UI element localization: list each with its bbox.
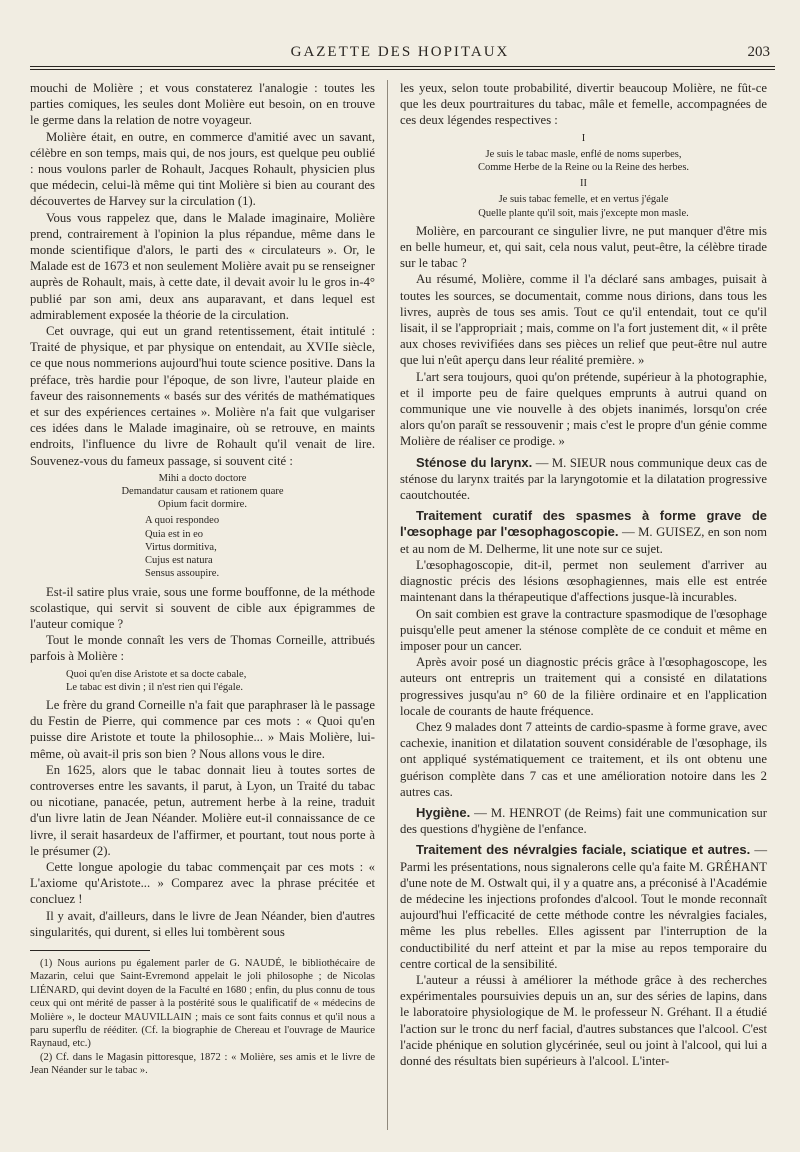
paragraph: Le frère du grand Corneille n'a fait que paraphraser là le passage du Festin de Pierre, qui commence par ces mots : « Quoi qu'en puisse dire Aristote et toute la philosophie... » Mais Molière, lui-même, où avait-il pris son bien ? Nous allons vous le dire. <box>30 697 375 761</box>
verse-line: Sensus assoupire. <box>145 568 220 580</box>
verse-line: Je suis tabac femelle, et en vertus j'égale <box>498 194 669 206</box>
paragraph: Au résumé, Molière, comme il l'a déclaré sans ambages, puisait à toutes les sources, se documentait, comme nous dirions, dans tous les livres, auprès de tous ses amis. Tout ce qu'il entendait, tout ce qu'il lisait, il se l'appropriait ; mais, comme on l'a fort justement dit, « il prête aux choses revivifiées dans ses pièces un relief que peut-être nul autre que lui n'eût aperçu dans leur réalité première. » <box>400 272 767 368</box>
paragraph: Cet ouvrage, qui eut un grand retentissement, était intitulé : Traité de physique, et par physique on entendait, au XVIIe siècle, ce que nous nommerions aujourd'hui toute science positive. Dans la préface, très hardie pour l'époque, de son livre, l'auteur plaide en faveur des raisonnements « basés sur des vérités de mathématiques et sur des expériences certaines ». Molière n'a fait que vulgariser ces idées dans le Malade imaginaire, où se retrouve, en maints endroits, l'influence du livre de Rohault qu'il venait de lire. Souvenez-vous du fameux passage, si souvent cité : <box>30 324 375 468</box>
latin-verse-1 <box>30 472 375 512</box>
section-larynx <box>400 455 767 504</box>
right-column <box>400 80 767 1069</box>
tabac-verse-1 <box>400 148 767 174</box>
page-number: 203 <box>747 44 770 60</box>
section-title: Traitement des névralgies faciale, sciatique et autres. <box>416 842 751 858</box>
verse-line: Cujus est natura <box>145 555 213 567</box>
footnote-2: (2) Cf. dans le Magasin pittoresque, 1872 : « Molière, ses amis et le livre de Jean Néander sur le tabac ». <box>30 1051 375 1077</box>
paragraph: Il y avait, d'ailleurs, dans le livre de Jean Néander, bien d'autres singularités, qui durent, si elles lui tombèrent sous <box>30 908 375 939</box>
verse-line: Mihi a docto doctore <box>158 472 247 484</box>
latin-verse-2 <box>30 514 375 580</box>
section-title: Sténose du larynx. <box>416 454 533 470</box>
footnote-rule <box>30 950 150 951</box>
paragraph: En 1625, alors que le tabac donnait lieu à toutes sortes de controverses entre les savants, il parut, à Lyon, un Traité du tabac ou nicotiane, panacée, petun, autrement herbe à la reine, traduit d'un livre latin de Jean Néander. Molière eut-il connaissance de ce livre, il serait hasardeux de l'affirmer, et pourtant, tout nous porte à le présumer (2). <box>30 762 375 858</box>
journal-title: GAZETTE DES HOPITAUX <box>290 44 510 60</box>
paragraph: Est-il satire plus vraie, sous une forme bouffonne, de la méthode scolastique, qui servit si souvent de cible aux épigrammes de l'auteur comique ? <box>30 584 375 631</box>
paragraph: Après avoir posé un diagnostic précis grâce à l'œsophagoscope, les auteurs ont entrepris un traitement qui a consisté en dilatations progressives jusqu'au n° 60 de la filière ordinaire et en l'application locale de courants de haute fréquence. <box>400 655 767 718</box>
paragraph: On sait combien est grave la contracture spasmodique de l'œsophage puisqu'elle peut amener la sténose complète de ce conduit et même en imposer pour un cancer. <box>400 606 767 653</box>
verse-line: Comme Herbe de la Reine ou la Reine des herbes. <box>477 162 690 174</box>
section-text: — M. GUISEZ, en son nom et au nom de M. Delherme, lit une note sur ce sujet. <box>400 525 767 556</box>
verse-line: Quia est in eo <box>145 528 204 540</box>
paragraph: Molière était, en outre, en commerce d'amitié avec un savant, célèbre en son temps, mais qui, de nos jours, est quelque peu oublié : nous voulons parler de Rohault, Jacques Rohault, physicien plus que médecin, celui-là même qui tint Molière si bien au courant des découvertes de Harvey sur la circulation (1). <box>30 129 375 209</box>
paragraph: Tout le monde connaît les vers de Thomas Corneille, attribués parfois à Molière : <box>30 633 375 664</box>
paragraph: les yeux, selon toute probabilité, divertir beaucoup Molière, ne fût-ce que les deux pourtraitures du tabac, mâle et femelle, accompagnées de ces deux légendes respectives : <box>400 81 767 128</box>
corneille-verse <box>30 668 375 694</box>
paragraph: L'art sera toujours, quoi qu'on prétende, supérieur à la photographie, et il importe peu de faire quelques emprunts à autrui quand on communique une vie nouvelle à des objets inanimés, lorsqu'on crée alors qu'on paraît se ressouvenir ; mais c'est le propre d'un génie comme Molière de réaliser ce prodige. » <box>400 369 767 449</box>
verse-line: Je suis le tabac masle, enflé de noms superbes, <box>485 148 682 160</box>
section-hygiene <box>400 805 767 837</box>
paragraph: L'auteur a réussi à améliorer la méthode grâce à des recherches expérimentales poursuivies depuis un an, sur des séries de lapins, dans le laboratoire physiologique de M. le professeur N. Gréhant. Il a étudié l'action sur le tronc du nerf facial, d'autres substances que l'alcool. C'est l'acide phénique en solution glycérinée, seul ou joint à l'alcool, qui lui a donné des résultats bien supérieurs à l'alcool. L'inter- <box>400 972 767 1068</box>
verse-number-1: I <box>581 132 586 144</box>
paragraph: Cette longue apologie du tabac commençait par ces mots : « L'axiome qu'Aristote... » Comparez avec la phrase précitée et concluez ! <box>30 859 375 907</box>
section-text: — M. SIEUR nous communique deux cas de sténose du larynx traités par la laryngotomie et la dilatation progressive caoutchoutée. <box>400 455 767 503</box>
left-column <box>30 80 375 1078</box>
paragraph: Molière, en parcourant ce singulier livre, ne put manquer d'être mis en belle humeur, et, qui sait, cela nous valut, peut-être, la célèbre tirade sur le tabac ? <box>400 223 767 271</box>
header-rule <box>30 66 775 70</box>
verse-line: A quoi respondeo <box>145 515 220 527</box>
section-text: — M. HENROT (de Reims) fait une communication sur des questions d'hygiène de l'enfance. <box>400 805 767 837</box>
paragraph: Chez 9 malades dont 7 atteints de cardio-spasme à forme grave, avec cachexie, inanition et dilatation souvent considérable de l'œsophage, ils ont appliqué systématiquement ce traitement, et ils ont obtenu une guérison complète dans 7 cas et une amélioration notoire dans les 2 autres cas. <box>400 719 767 799</box>
footnote-1: (1) Nous aurions pu également parler de G. NAUDÉ, le bibliothécaire de Mazarin, celui que Saint-Evremond appelait le joli philosophe ; de Nicolas LIÉNARD, qui devint doyen de la Faculté en 1680 ; enfin, du plus connu de tous ceux qui ont mérité de passer à la postérité sous le qualificatif de « médecins de Molière », le docteur MAUVILLAIN ; mais ce sont faits connus et qu'il nous a paru superflu de rééditer. (Cf. la biographie de Chereau et l'ouvrage de Maurice Raynaud, etc.) <box>30 957 375 1050</box>
verse-line: Opium facit dormire. <box>158 499 247 511</box>
page-header <box>30 44 770 61</box>
paragraph: Vous vous rappelez que, dans le Malade imaginaire, Molière prend, contrairement à l'opinion la plus répandue, même dans le monde scientifique d'alors, le parti des « circulateurs ». Or, le Malade est de 1673 et non seulement Molière avait pu se renseigner auprès de Rohault, mais, à cette date, il devait avoir lu le gros in-4° publié par son ami, deux ans auparavant, et dans lequel est admirablement exposée la théorie de la circulation. <box>30 210 375 322</box>
section-oesophage <box>400 508 767 557</box>
verse-line: Le tabac est divin ; il n'est rien qui l'égale. <box>66 681 243 693</box>
verse-line: Virtus dormitiva, <box>145 541 217 553</box>
verse-line: Demandatur causam et rationem quare <box>121 486 284 498</box>
tabac-verse-2 <box>400 193 767 219</box>
section-text: — Parmi les présentations, nous signalerons celle qu'a faite M. GRÉHANT d'une note de M. Ostwalt qui, il y a quatre ans, a préconisé à l'Académie de médecine les injections profondes d'alcool. Tout le monde reconnaît aujourd'hui l'efficacité de cette méthode contre les névralgies faciales, même les plus rebelles. Elles agissent par l'interruption de la conductibilité du nerf atteint et par la mise au repos temporaire du centre cortical de la sensibilité. <box>400 843 768 971</box>
section-nevralgies <box>400 842 767 972</box>
paragraph: mouchi de Molière ; et vous constaterez l'analogie : toutes les parties comiques, les seules dont Molière eut besoin, on en trouve le germe dans la relation de notre voyageur. <box>30 81 375 128</box>
section-title: Hygiène. <box>416 804 471 820</box>
section-title: Traitement curatif des spasmes à forme grave de l'œsophage par l'œsophagoscopie. <box>400 508 767 540</box>
verse-number-2: II <box>580 178 587 190</box>
paragraph: L'œsophagoscopie, dit-il, permet non seulement d'arriver au diagnostic précis des lésions œsophagiennes, mais elle est entrée maintenant dans la thérapeutique d'affections jusque-là incurables. <box>400 557 767 605</box>
column-divider <box>387 80 388 1130</box>
verse-line: Quelle plante qu'il soit, mais j'excepte mon masle. <box>478 207 689 219</box>
verse-line: Quoi qu'en dise Aristote et sa docte cabale, <box>66 668 247 680</box>
